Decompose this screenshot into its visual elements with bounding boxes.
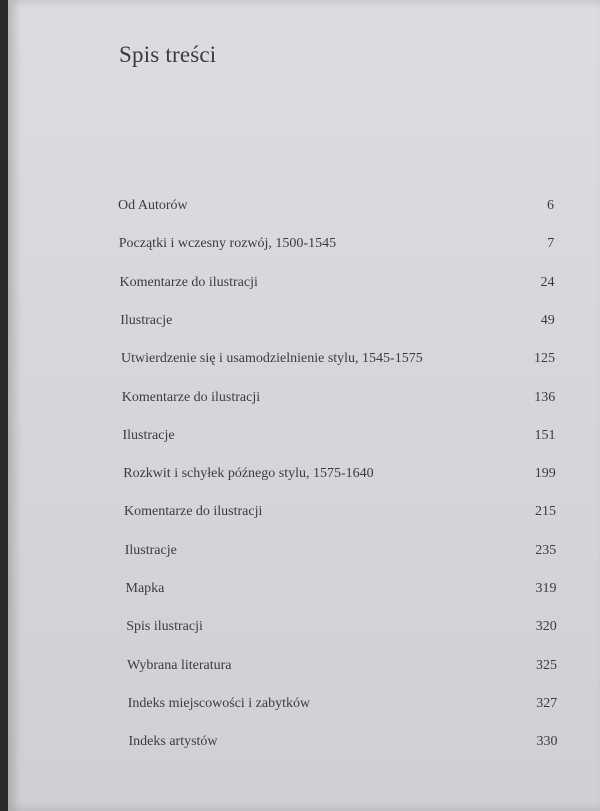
toc-entry-label: Spis ilustracji [126, 619, 203, 635]
toc-entry-indeks-miejscowosci [128, 694, 558, 714]
toc-entry-komentarze-3 [124, 502, 556, 522]
toc-entry-page-number: 235 [535, 542, 557, 558]
toc-entry-od-autorow [118, 196, 554, 216]
toc-entry-page-number: 136 [534, 389, 556, 405]
toc-entry-label: Rozkwit i schyłek późnego stylu, 1575-1640 [123, 466, 374, 482]
toc-entry-ilustracje-2 [123, 426, 556, 446]
toc-entry-label: Początki i wczesny rozwój, 1500-1545 [118, 236, 337, 252]
toc-entry-label: Indeks miejscowości i zabytków [127, 695, 311, 711]
page-title: Spis treści [119, 42, 217, 67]
toc-entry-page-number: 327 [536, 695, 558, 711]
toc-entry-spis-ilustracji [126, 617, 557, 637]
toc-entry-page-number: 6 [547, 198, 554, 213]
book-page [8, 0, 600, 811]
toc-entry-label: Komentarze do ilustracji [119, 274, 258, 290]
toc-entry-wybrana-literatura [127, 656, 557, 676]
toc-entry-poczatki [119, 234, 555, 254]
toc-entry-page-number: 325 [536, 657, 557, 673]
toc-entry-page-number: 151 [534, 427, 556, 443]
toc-entry-utwierdzenie [121, 349, 555, 369]
toc-entry-label: Indeks artystów [128, 734, 218, 750]
toc-entry-label: Komentarze do ilustracji [124, 504, 263, 520]
toc-entry-page-number: 24 [540, 274, 555, 290]
toc-entry-rozkwit [123, 464, 556, 484]
toc-entry-label: Ilustracje [122, 427, 175, 443]
toc-entry-komentarze-1 [120, 273, 555, 293]
toc-entry-page-number: 49 [540, 312, 555, 328]
toc-entry-label: Od Autorów [118, 198, 188, 213]
toc-entry-label: Ilustracje [120, 312, 173, 328]
toc-entry-page-number: 320 [535, 619, 557, 635]
toc-entry-page-number: 215 [535, 504, 556, 520]
toc-entry-komentarze-2 [122, 388, 556, 408]
toc-entry-ilustracje-3 [125, 541, 557, 561]
toc-entry-label: Utwierdzenie się i usamodzielnienie stylu, 1545-1575 [121, 351, 423, 367]
toc-entry-page-number: 319 [535, 581, 557, 596]
toc-entry-label: Wybrana literatura [127, 657, 232, 673]
toc-entry-label: Mapka [125, 581, 165, 596]
toc-entry-ilustracje-1 [120, 311, 555, 331]
toc-entry-page-number: 125 [534, 351, 555, 367]
toc-entry-label: Komentarze do ilustracji [121, 389, 261, 405]
table-of-contents [8, 0, 600, 811]
toc-entry-indeks-artystow [129, 732, 558, 752]
toc-entry-mapka [126, 579, 557, 599]
toc-entry-page-number: 7 [547, 236, 555, 252]
toc-entry-label: Ilustracje [124, 542, 177, 558]
toc-entry-page-number: 199 [534, 466, 556, 482]
toc-entry-page-number: 330 [536, 734, 558, 750]
